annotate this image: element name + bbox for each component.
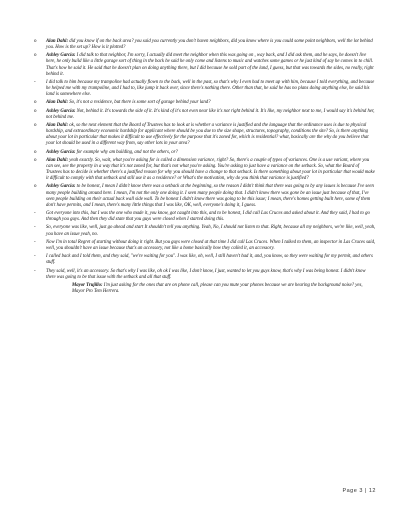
- entry-text: Not, behind it. It's towards the side of it. It's kind of it's not even near like it's not right behind it. It's like, my neighbor next to me, I would say it's behind her, not behind me.: [46, 108, 375, 120]
- transcript-entry: [34, 150, 376, 156]
- entry-text: So, it's not a residence, but there is some sort of garage behind your land?: [68, 100, 211, 106]
- speaker-name: Ashley Garcia:: [46, 184, 76, 190]
- entry-text: did you know if on the back area? you said you currently you don't haven neighbors, did you know where is you could some point neighbors, well the lot behind you. How is the set up? How is it plotted?: [46, 39, 373, 51]
- entry-text: for example why am building, and not the others, or?: [75, 149, 178, 155]
- transcript-entry: [34, 53, 376, 77]
- dash-marker: -: [34, 79, 36, 85]
- speaker-name: Ashley Garcia:: [46, 53, 76, 59]
- transcript-entry: [34, 100, 376, 106]
- transcript-entry: [34, 184, 376, 208]
- transcript-body: [34, 39, 376, 297]
- bullet-marker: o: [34, 184, 37, 190]
- transcript-entry: [34, 283, 376, 295]
- transcript-entry: [34, 269, 376, 281]
- entry-text: ok, so the next element that the Board of Trustees has to look at is whether a variance is justified and the language that the ordinance uses is due to physical hardship, and extraordinary economic hardship for applicant where should be you due to the size shape, structures, topography, conditions the site? So, is there anything about your lot in particular that makes it difficult to use effectively for the purpose that it's zoned for, which is residential? what, basically are the why do you believe that your lot should be used in a different way from, say other lots in your area?: [46, 123, 369, 147]
- speaker-name: Alan Dahl:: [46, 100, 69, 106]
- speaker-name: Alan Dahl:: [46, 123, 69, 129]
- speaker-name: Ashley Garcia:: [46, 108, 76, 114]
- dash-marker: -: [34, 225, 36, 231]
- transcript-entry: [34, 254, 376, 266]
- bullet-marker: o: [34, 157, 37, 163]
- transcript-entry: [34, 225, 376, 237]
- speaker-name: Ashley Garcia:: [46, 149, 76, 155]
- entry-text: Got everyone into this, but I was the one who made it, you know, got caught into this, and to be honest, I did call Las Cruces and asked about it. And they said, I had to go through you guys. And then they did state that you guys were closed when I started doing this.: [46, 211, 370, 223]
- entry-text: So, everyone was like, well, just go ahead and start It shouldn't tell you anything. Yeah, No, I should not listen to that. Right, because all my neighbors, we're like, well, yeah, you have an issue yeah, no.: [46, 225, 376, 237]
- dash-marker: -: [34, 239, 36, 245]
- entry-text: yeah exactly. So, wait, what you're asking for is called a dimension variance, right? So, there's a couple of types of variances. One is a use variant, where you can see, see the property in a way that it's not zoned for, but that's not what you're asking. You're asking to just have a variance on the setback. So, what the Board of Trustees has to decide is whether there's a justified reason for why you should have a change to that setback. Is there something about your lot in particular that would make it difficult to comply with that setback and still use it as a residence? or What's the motivation, why do you think that variance is justified?: [46, 157, 375, 182]
- speaker-name: Mayor Trujillo:: [72, 282, 103, 288]
- bullet-marker: o: [34, 100, 37, 106]
- entry-text: They said, well, it's an accessory. So that's why I was like, oh ok I was like, I don't know, I just, wanted to let you guys know, that's why I was being honest. I didn't know there was going to be that issue with the setback and all that stuff.: [46, 268, 366, 280]
- entry-text: I did talk to him because my trampoline had actually flown to the back, well in the past, so that's why I even had to meet up with him, because I told everything, and because he helped me with my trampoline, and I had to, like jump it back over, since there's nothing there. Other than that, he said he has no plans doing anything else, he said his land is somewhere else.: [46, 79, 375, 98]
- entry-text: I'm just asking for the ones that are on phone call, please can you mute your phones because we are hearing the background noise? yes, Mayor Pro Tem Herrera.: [72, 282, 363, 294]
- speaker-name: Alan Dahl:: [46, 39, 69, 44]
- transcript-entry: [34, 39, 376, 51]
- transcript-entry: [34, 109, 376, 121]
- dash-marker: -: [34, 211, 36, 217]
- bullet-marker: o: [34, 123, 37, 129]
- dash-marker: -: [34, 254, 36, 260]
- bullet-marker: o: [34, 108, 37, 114]
- bullet-marker: o: [34, 53, 37, 59]
- transcript-entry: [34, 158, 376, 182]
- entry-text: Now I'm in total Regret of starting without doing it right. But you guys were closed at that time I did call Las Cruces. When I talked to them, an inspector in Las Cruces said, well, you shouldn't have an issue because that's an accessory, not like a home basically how they called it, an accessory.: [46, 239, 376, 251]
- transcript-entry: [34, 80, 376, 98]
- entry-text: I did talk to that neighbor, I'm sorry, I actually did meet the neighbor when this was going on , way back, and I did ask them, and he says, he doesn't live here, he only build like a little garage sort of thing in the back he said he only come and listens to music and watches some games or he just kind of say he comes in to chill. That's how he said it. He said that he doesn't plan on doing anything there, but I did because he sold part of the land, I guess, but that was towards the sides, no really, right behind it.: [46, 53, 374, 77]
- dash-marker: -: [34, 268, 36, 274]
- transcript-entry: [34, 211, 376, 223]
- entry-text: I called back and I told them, and they said, "we're waiting for you". I was like, oh, well, I still haven't had it, and, you know, so they were waiting for my permit, and others stuff.: [46, 254, 373, 266]
- bullet-marker: o: [34, 149, 37, 155]
- bullet-marker: o: [34, 39, 37, 44]
- entry-text: to be honest, I mean I didn't know there was a setback at the beginning, so the reason I didn't think that there was going to by any issues is because I've seen many people building around here. I mean, I'm not the only one doing it. I seen many people doing that. I didn't know there was gone be an issue just because of that, I've seen people building on their actual back wall side wall. To be honest I didn't know there was going to be this issue; I mean, there's homes getting built here, some of them don't have permits, and I mean, there's many little things that I was like, OK, well, everyone's doing it, I guess.: [46, 184, 374, 208]
- page-number: Page 3 | 12: [342, 488, 376, 494]
- transcript-entry: [34, 123, 376, 147]
- speaker-name: Alan Dahl:: [46, 157, 69, 163]
- transcript-entry: [34, 240, 376, 252]
